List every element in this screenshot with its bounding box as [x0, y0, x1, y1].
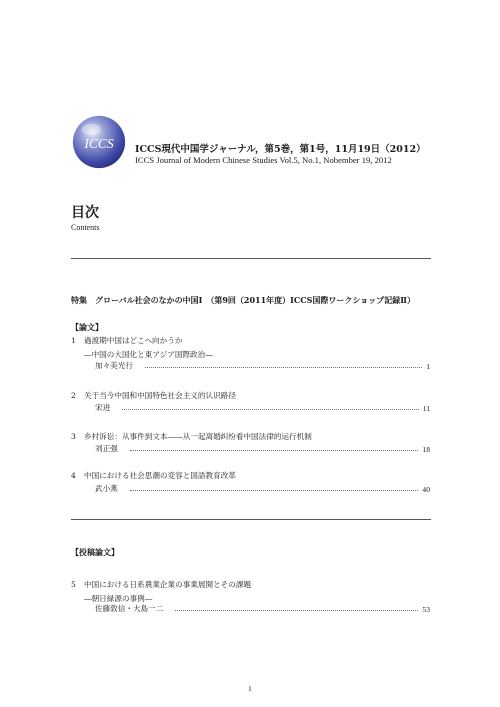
article-title: 1 過渡期中国はどこへ向かうか	[71, 336, 183, 345]
article-author-line	[95, 443, 430, 454]
article-page: 1	[426, 362, 430, 371]
article-author: 佐藤敦信・大島一二	[95, 604, 164, 613]
divider	[71, 258, 431, 259]
article-subtitle: ―朝日緑源の事例―	[84, 594, 153, 603]
svg-text:ICCS: ICCS	[84, 135, 114, 151]
iccs-logo	[70, 113, 128, 171]
article-subtitle: ―中国の大国化と東アジア国際政治―	[84, 350, 213, 359]
article-author-line	[95, 402, 430, 413]
article-title: 3 乡村诉讼：从事件到文本――从一起离婚纠纷看中国法律的运行机制	[71, 432, 312, 441]
article-page: 11	[422, 404, 430, 413]
article-author: 武小燕	[95, 484, 118, 493]
article-page: 53	[422, 605, 430, 614]
article-author: 刘正强	[95, 444, 118, 453]
article-title: 2 关于当今中国和中国特色社会主义的认识路径	[71, 391, 236, 400]
journal-title-japanese: ICCS現代中国学ジャーナル，第5巻，第1号，11月19日（2012）	[135, 144, 426, 155]
article-author: 加々美光行	[95, 361, 133, 370]
feature-label: 特集	[71, 295, 87, 305]
section-heading-submitted: 【投稿論文】	[71, 547, 119, 557]
article-page: 18	[422, 445, 430, 454]
journal-title-english: ICCS Journal of Modern Chinese Studies Vol.5, No.1, Nobember 19, 2012	[135, 155, 392, 165]
toc-heading-english: Contents	[71, 223, 100, 232]
article-author: 宋进	[95, 403, 111, 412]
article-title: 4 中国における社会思潮の変容と国語教育改革	[71, 471, 236, 480]
section-heading-papers: 【論文】	[71, 322, 103, 332]
article-author-line	[95, 603, 430, 614]
feature-title: グローバル社会のなかの中国Ⅰ （第9回（2011年度）ICCS国際ワークショップ記録Ⅱ）	[95, 295, 416, 305]
feature-heading	[71, 295, 415, 306]
page-number: i	[248, 684, 252, 693]
article-page: 40	[422, 485, 430, 494]
divider	[71, 519, 431, 520]
article-author-line	[95, 483, 430, 494]
toc-heading: 目次	[71, 205, 99, 221]
article-author-line	[95, 360, 430, 371]
article-title: 5 中国における日系農業企業の事業展開とその課題	[71, 580, 252, 589]
